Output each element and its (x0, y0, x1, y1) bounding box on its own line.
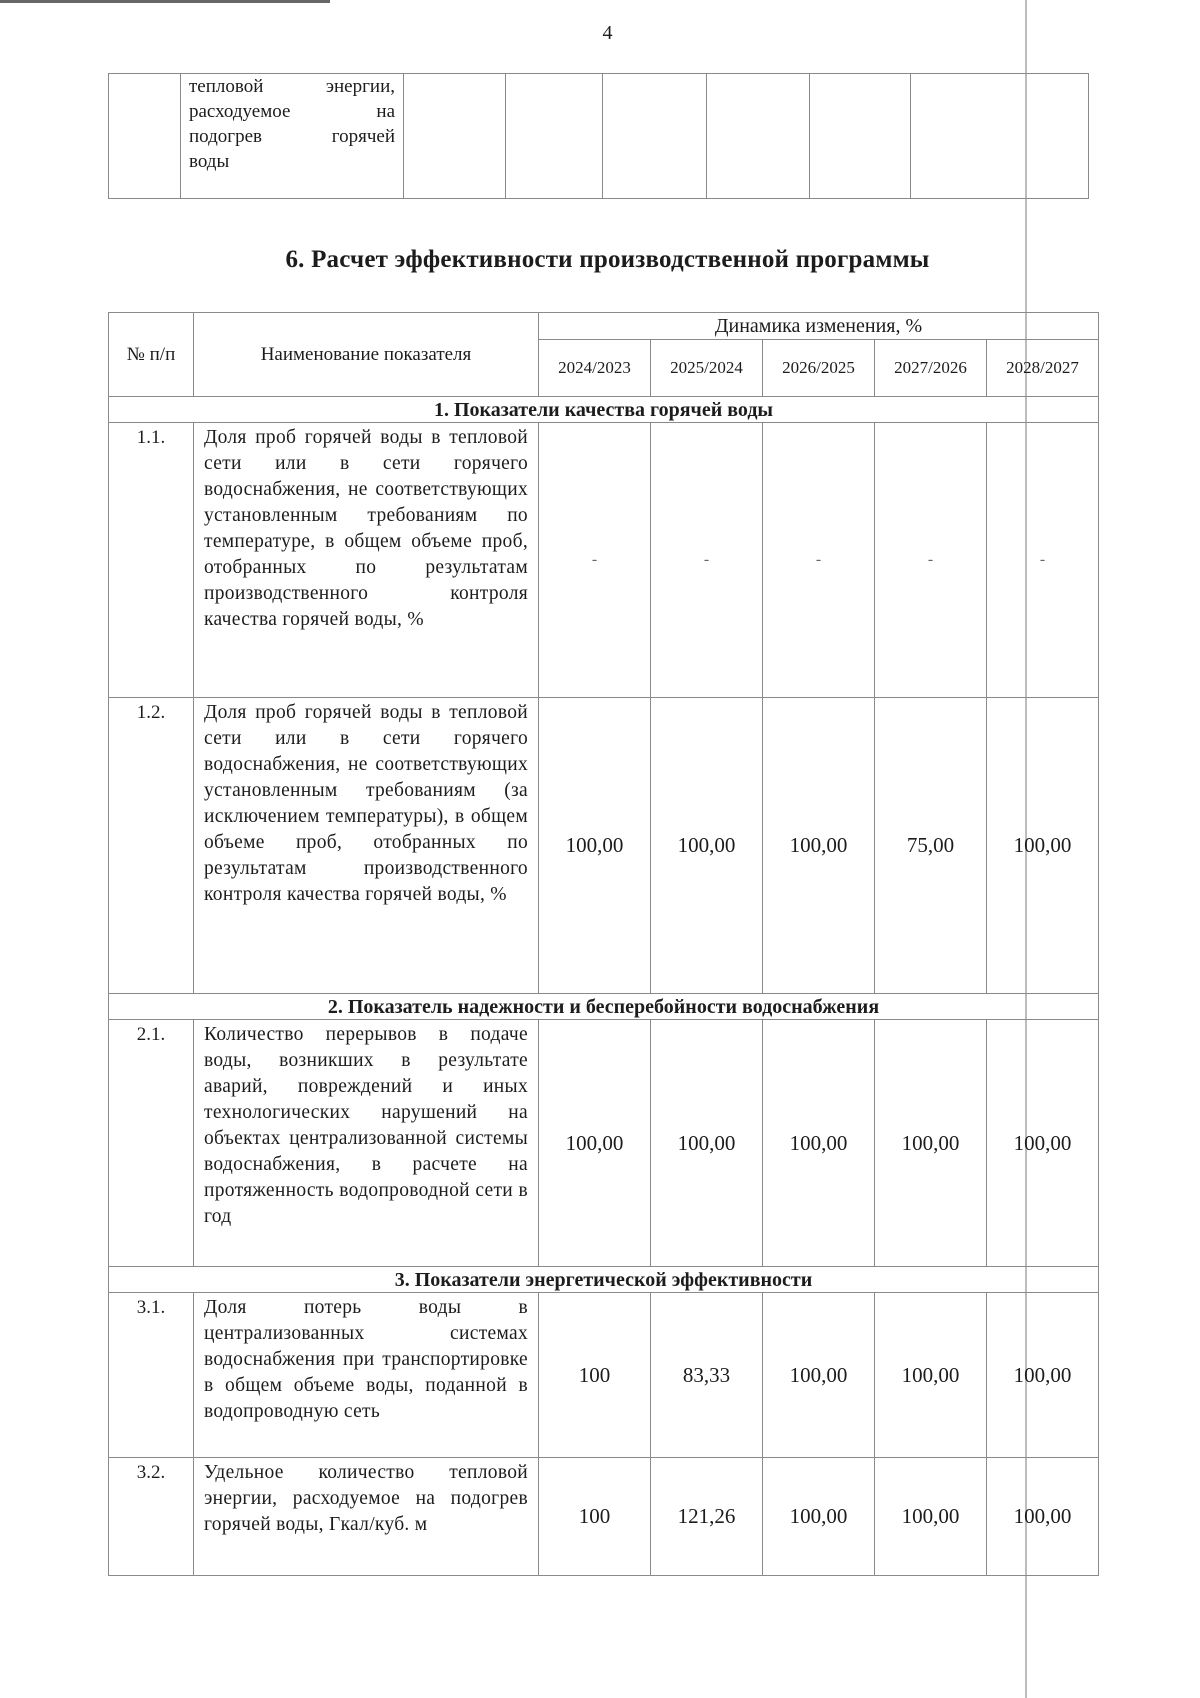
row-value: 75,00 (875, 698, 987, 994)
row-value: 100,00 (651, 698, 763, 994)
row-value: 121,26 (651, 1458, 763, 1576)
continuation-empty-cell (603, 74, 707, 199)
row-value: 100,00 (763, 1020, 875, 1267)
header-year: 2026/2025 (763, 340, 875, 397)
continuation-name-cell (181, 74, 404, 199)
section-title: 6. Расчет эффективности производственной программы (285, 246, 930, 273)
continuation-line: расходуемое на (189, 101, 395, 122)
row-name: Количество перерывов в подаче воды, возникших в результате аварий, повреждений и иных технологических нарушений на объектах централизованной системы водоснабжения, в расчете на протяженность водопроводной сети в год (194, 1020, 539, 1267)
row-value: 100,00 (651, 1020, 763, 1267)
row-value: 100,00 (875, 1458, 987, 1576)
row-value: 100,00 (763, 1293, 875, 1458)
row-value: - (763, 423, 875, 698)
continuation-empty-cell (506, 74, 603, 199)
row-value: 100,00 (539, 698, 651, 994)
row-value: 100,00 (763, 1458, 875, 1576)
row-number: 3.1. (109, 1293, 194, 1458)
row-value: 100 (539, 1293, 651, 1458)
header-year: 2028/2027 (987, 340, 1099, 397)
row-value: 100,00 (875, 1293, 987, 1458)
row-name: Удельное количество тепловой энергии, расходуемое на подогрев горячей воды, Гкал/куб. м (194, 1458, 539, 1576)
row-value: 100 (539, 1458, 651, 1576)
continuation-empty-cell (810, 74, 911, 199)
efficiency-table (108, 312, 1099, 1576)
header-year: 2027/2026 (875, 340, 987, 397)
row-value: - (539, 423, 651, 698)
row-name: Доля потерь воды в централизованных системах водоснабжения при транспортировке в общем объеме воды, поданной в водопроводную сеть (194, 1293, 539, 1458)
group-title: 3. Показатели энергетической эффективности (109, 1267, 1099, 1293)
continuation-empty-cell (404, 74, 506, 199)
page-number: 4 (602, 22, 613, 44)
continuation-num-cell (109, 74, 181, 199)
row-value: 100,00 (987, 1458, 1099, 1576)
continuation-table (108, 73, 1089, 199)
continuation-line: подогрев горячей (189, 126, 395, 147)
continuation-line: воды (189, 151, 230, 172)
row-name: Доля проб горячей воды в тепловой сети или в сети горячего водоснабжения, не соответствующих установленным требованиям по температуре, в общем объеме проб, отобранных по результатам производственного контроля качества горячей воды, % (194, 423, 539, 698)
row-value: 100,00 (763, 698, 875, 994)
header-dynamics: Динамика изменения, % (539, 313, 1099, 340)
row-value: 83,33 (651, 1293, 763, 1458)
header-year: 2024/2023 (539, 340, 651, 397)
row-number: 3.2. (109, 1458, 194, 1576)
row-value: - (987, 423, 1099, 698)
row-value: - (651, 423, 763, 698)
header-year: 2025/2024 (651, 340, 763, 397)
row-number: 2.1. (109, 1020, 194, 1267)
row-value: - (875, 423, 987, 698)
row-name: Доля проб горячей воды в тепловой сети или в сети горячего водоснабжения, не соответствующих установленным требованиям (за исключением температуры), в общем объеме проб, отобранных по результатам производственного контроля качества горячей воды, % (194, 698, 539, 994)
row-number: 1.1. (109, 423, 194, 698)
group-title: 1. Показатели качества горячей воды (109, 397, 1099, 423)
continuation-line: тепловой энергии, (189, 76, 395, 97)
row-value: 100,00 (875, 1020, 987, 1267)
row-value: 100,00 (987, 1020, 1099, 1267)
row-number: 1.2. (109, 698, 194, 994)
continuation-empty-cell (911, 74, 1089, 199)
row-value: 100,00 (987, 698, 1099, 994)
row-value: 100,00 (539, 1020, 651, 1267)
continuation-empty-cell (707, 74, 810, 199)
scan-edge-mark (0, 0, 330, 3)
header-name: Наименование показателя (194, 313, 539, 397)
group-title: 2. Показатель надежности и бесперебойности водоснабжения (109, 994, 1099, 1020)
row-value: 100,00 (987, 1293, 1099, 1458)
header-number: № п/п (109, 313, 194, 397)
